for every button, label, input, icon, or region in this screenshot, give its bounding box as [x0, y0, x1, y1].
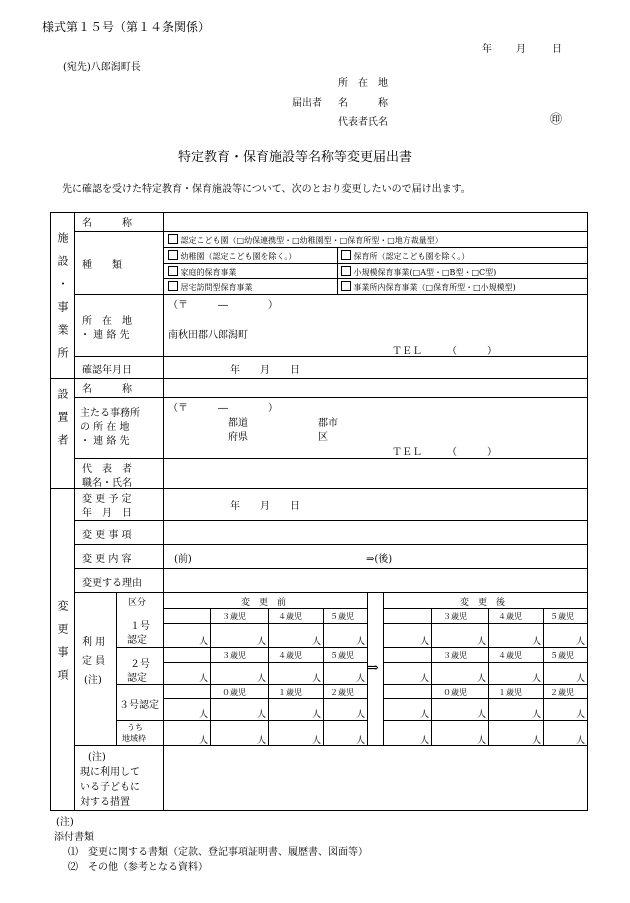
unit-cell[interactable]: 人 [576, 637, 586, 647]
unit-cell[interactable]: 人 [199, 736, 209, 746]
measures-label-1: 現に利用して [80, 767, 140, 778]
age-header: ５歳児 [330, 651, 354, 660]
checkbox-icon[interactable] [168, 234, 178, 244]
unit-cell[interactable]: 人 [257, 637, 267, 647]
unit-cell[interactable]: 人 [199, 710, 209, 720]
unit-cell[interactable]: 人 [477, 736, 487, 746]
applicant-name-label: 名 称 [338, 98, 388, 109]
cert1-label-b: 認定 [127, 635, 147, 646]
kind-option-home-visit[interactable]: 居宅訪問型保育事業 [168, 281, 253, 293]
planned-date-label-2: 年 月 日 [82, 508, 132, 519]
applicant-address-label: 所 在 地 [338, 78, 388, 89]
unit-cell[interactable]: 人 [532, 736, 542, 746]
cert2-label-b: 認定 [127, 673, 147, 684]
unit-cell[interactable]: 人 [420, 674, 430, 684]
cert2-label-a: ２号 [130, 659, 150, 670]
local-label-a: うち [127, 723, 143, 732]
kind-option-kodomoen[interactable]: 認定こども園（□幼保連携型・□幼稚園型・□保育所型・□地方裁量型） [168, 234, 443, 246]
attachments-label: 添付書類 [54, 832, 94, 843]
founder-city-2: 区 [318, 432, 328, 443]
age-header: ０歳児 [443, 688, 467, 697]
header-day: 日 [552, 44, 562, 55]
age-header: ４歳児 [278, 612, 302, 621]
applicant-role-label: 届出者 [292, 98, 322, 109]
founder-rep-label-2: 職名・氏名 [82, 478, 132, 489]
founder-office-label-2: の 所 在 地 [80, 422, 130, 433]
checkbox-icon[interactable] [341, 266, 351, 276]
age-header: ４歳児 [498, 651, 522, 660]
unit-cell[interactable]: 人 [312, 736, 322, 746]
facility-address-label-2: ・ 連 絡 先 [80, 330, 130, 341]
unit-cell[interactable]: 人 [199, 637, 209, 647]
unit-cell[interactable]: 人 [199, 674, 209, 684]
attachment-item-2: ⑵ その他（参考となる資料） [68, 862, 208, 873]
unit-cell[interactable]: 人 [576, 736, 586, 746]
arrow-icon: ⇒ [367, 660, 379, 676]
unit-cell[interactable]: 人 [532, 637, 542, 647]
age-header: ２歳児 [330, 688, 354, 697]
planned-date-label-1: 変 更 予 定 [82, 494, 132, 505]
measures-label-3: 対する措置 [80, 797, 130, 808]
unit-cell[interactable]: 人 [312, 674, 322, 684]
age-header: ３歳児 [222, 612, 246, 621]
age-header: ３歳児 [443, 651, 467, 660]
founder-pref-2: 府県 [228, 432, 248, 443]
facility-section-label: 施設・事業所 [56, 232, 69, 370]
age-header: ３歳児 [222, 651, 246, 660]
facility-postal[interactable]: （〒 ― ） [168, 300, 278, 311]
founder-office-label-1: 主たる事務所 [80, 408, 140, 419]
unit-cell[interactable]: 人 [420, 637, 430, 647]
age-header: ３歳児 [443, 612, 467, 621]
founder-pref-1: 都道 [228, 418, 248, 429]
founder-postal[interactable]: （〒 ― ） [168, 403, 278, 414]
age-header: ４歳児 [278, 651, 302, 660]
change-item-label: 変 更 事 項 [82, 530, 132, 541]
age-header: １歳児 [498, 688, 522, 697]
kind-option-nursery[interactable]: 保育所（認定こども園を除く。） [341, 250, 469, 262]
kind-option-home-care[interactable]: 家庭的保育事業 [168, 266, 237, 278]
before-header: 変 更 前 [241, 598, 287, 608]
document-title: 特定教育・保育施設等名称等変更届出書 [178, 150, 413, 165]
unit-cell[interactable]: 人 [532, 674, 542, 684]
unit-cell[interactable]: 人 [420, 736, 430, 746]
age-header: ５歳児 [330, 612, 354, 621]
unit-cell[interactable]: 人 [477, 674, 487, 684]
founder-office-label-3: ・ 連 絡 先 [80, 436, 130, 447]
capacity-label-1: 利 用 [82, 637, 106, 648]
unit-cell[interactable]: 人 [356, 736, 366, 746]
unit-cell[interactable]: 人 [576, 674, 586, 684]
measures-label-2: いる子どもに [80, 782, 140, 793]
facility-name-label: 名 称 [82, 218, 132, 229]
unit-cell[interactable]: 人 [477, 710, 487, 720]
unit-cell[interactable]: 人 [477, 637, 487, 647]
confirm-date-label: 確認年月日 [82, 365, 132, 376]
change-reason-label: 変更する理由 [82, 578, 142, 589]
age-header: ４歳児 [498, 612, 522, 621]
unit-cell[interactable]: 人 [257, 674, 267, 684]
header-year: 年 [482, 44, 492, 55]
checkbox-icon[interactable] [168, 266, 178, 276]
facility-kind-label: 種 類 [82, 260, 122, 271]
founder-city-1: 郡市 [318, 418, 338, 429]
unit-cell[interactable]: 人 [312, 637, 322, 647]
age-header: １歳児 [278, 688, 302, 697]
age-header: ０歳児 [222, 688, 246, 697]
checkbox-icon[interactable] [168, 281, 178, 291]
change-content-label: 変 更 内 容 [82, 554, 132, 565]
facility-tel[interactable]: ＴＥＬ （ ） [392, 346, 497, 357]
age-header: ５歳児 [550, 612, 574, 621]
change-before: (前) [174, 554, 192, 565]
unit-cell[interactable]: 人 [257, 710, 267, 720]
founder-name-label: 名 称 [82, 384, 132, 395]
facility-address-value[interactable]: 南秋田郡八郎潟町 [168, 330, 248, 341]
kind-option-small-scale[interactable]: 小規模保育事業(□A型・□B型・□C型) [341, 266, 496, 278]
confirm-date-value[interactable]: 年 月 日 [230, 365, 300, 376]
unit-cell[interactable]: 人 [356, 637, 366, 647]
planned-date-value[interactable]: 年 月 日 [230, 501, 300, 512]
checkbox-icon[interactable] [168, 250, 178, 260]
kind-option-kindergarten[interactable]: 幼稚園（認定こども園を除く。） [168, 250, 296, 262]
checkbox-icon[interactable] [341, 281, 351, 291]
cert1-label-a: １号 [130, 621, 150, 632]
representative-label: 代表者氏名 [338, 117, 388, 128]
header-month: 月 [516, 44, 526, 55]
age-header: ５歳児 [550, 651, 574, 660]
age-header: ２歳児 [550, 688, 574, 697]
founder-tel[interactable]: ＴＥＬ （ ） [392, 447, 497, 458]
capacity-label-2: 定 員 [82, 656, 106, 667]
founder-section-label: 設置者 [56, 388, 69, 457]
footer-note: (注) [56, 817, 74, 828]
capacity-label-3: (注) [84, 675, 102, 686]
founder-rep-label-1: 代 表 者 [82, 464, 132, 475]
unit-cell[interactable]: 人 [356, 674, 366, 684]
attachment-item-1: ⑴ 変更に関する書類（定款、登記事項証明書、履歴書、図面等） [68, 847, 368, 858]
category-header: 区分 [128, 598, 147, 608]
seal-icon: ㊞ [550, 112, 563, 126]
unit-cell[interactable]: 人 [356, 710, 366, 720]
form-number: 様式第１５号（第１４条関係） [42, 20, 211, 34]
intro-text: 先に確認を受けた特定教育・保育施設等について、次のとおり変更したいので届け出ます。 [62, 184, 471, 195]
unit-cell[interactable]: 人 [532, 710, 542, 720]
unit-cell[interactable]: 人 [420, 710, 430, 720]
cert3-label: ３号認定 [119, 700, 159, 711]
local-label-b: 地域枠 [122, 734, 146, 743]
measures-note: (注) [88, 752, 106, 763]
unit-cell[interactable]: 人 [576, 710, 586, 720]
facility-address-label-1: 所 在 地 [82, 316, 132, 327]
change-section-label: 変更事項 [56, 600, 69, 692]
after-header: 変 更 後 [460, 598, 506, 608]
addressee: (宛先)八郎潟町長 [63, 62, 141, 73]
unit-cell[interactable]: 人 [257, 736, 267, 746]
checkbox-icon[interactable] [341, 250, 351, 260]
kind-option-workplace[interactable]: 事業所内保育事業（□保育所型・□小規模型) [341, 281, 516, 293]
unit-cell[interactable]: 人 [312, 710, 322, 720]
change-after: ⇒(後) [366, 554, 393, 565]
